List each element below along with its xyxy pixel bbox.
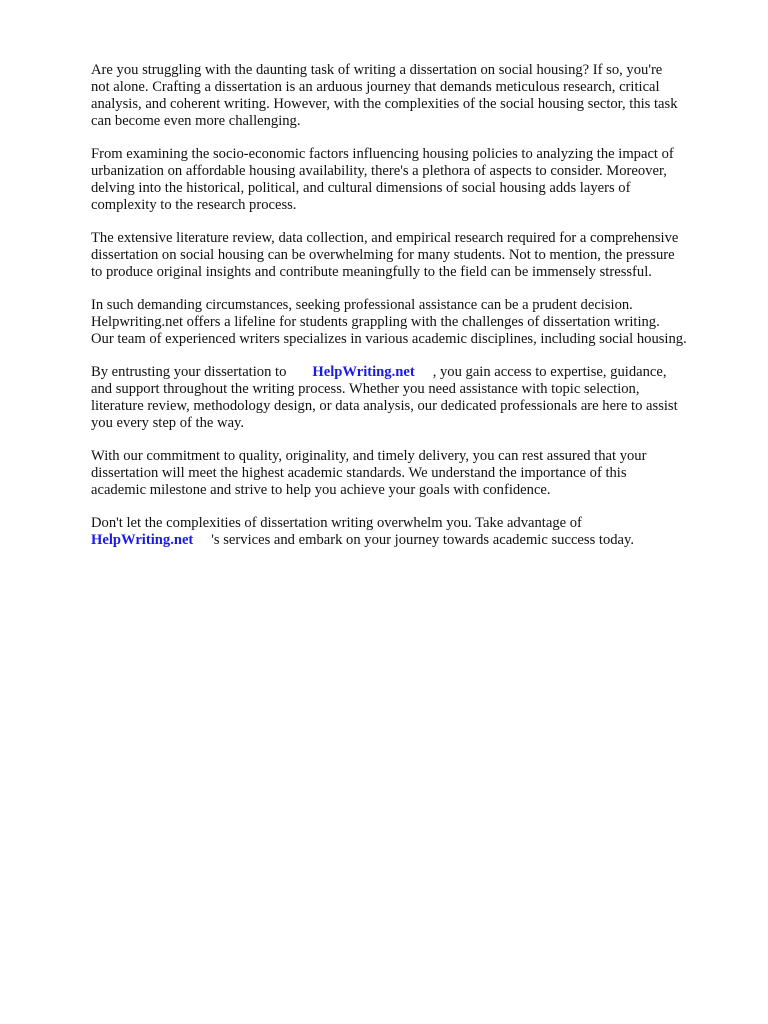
text-line: Our team of experienced writers specializes in various academic disciplines, including social housing.: [91, 331, 687, 347]
text-line: delving into the historical, political, and cultural dimensions of social housing adds layers of: [91, 180, 631, 196]
helpwriting-link[interactable]: HelpWriting.net: [91, 532, 194, 548]
paragraph-7: [91, 515, 731, 549]
paragraph-5: [91, 364, 731, 432]
text-line: Are you struggling with the daunting task of writing a dissertation on social housing? If so, you're: [91, 62, 663, 78]
text-line: From examining the socio-economic factors influencing housing policies to analyzing the impact of: [91, 146, 674, 162]
text-line: analysis, and coherent writing. However, with the complexities of the social housing sector, this task: [91, 96, 678, 112]
text-line: dissertation will meet the highest academic standards. We understand the importance of this: [91, 465, 627, 481]
text-line: and support throughout the writing process. Whether you need assistance with topic selection,: [91, 381, 640, 397]
paragraph-2: [91, 146, 731, 214]
document-body: [91, 62, 731, 565]
text-fragment: By entrusting your dissertation to: [91, 364, 287, 380]
text-fragment: 's services and embark on your journey towards academic success today.: [211, 532, 635, 548]
text-line: With our commitment to quality, originality, and timely delivery, you can rest assured that your: [91, 448, 647, 464]
text-line: Don't let the complexities of dissertation writing overwhelm you. Take advantage of: [91, 515, 582, 531]
helpwriting-link[interactable]: HelpWriting.net: [312, 364, 415, 380]
paragraph-1: [91, 62, 731, 130]
text-line: dissertation on social housing can be overwhelming for many students. Not to mention, the pressure: [91, 247, 675, 263]
paragraph-4: [91, 297, 731, 348]
paragraph-3: [91, 230, 731, 281]
text-line: academic milestone and strive to help you achieve your goals with confidence.: [91, 482, 551, 498]
text-line: literature review, methodology design, or data analysis, our dedicated professionals are here to assist: [91, 398, 678, 414]
text-line: complexity to the research process.: [91, 197, 297, 213]
text-line: In such demanding circumstances, seeking professional assistance can be a prudent decision.: [91, 297, 633, 313]
paragraph-6: [91, 448, 731, 499]
text-fragment: , you gain access to expertise, guidance,: [432, 364, 667, 380]
text-line: urbanization on affordable housing availability, there's a plethora of aspects to consider. Moreover,: [91, 163, 667, 179]
text-line-with-link: [91, 532, 731, 549]
text-line: you every step of the way.: [91, 415, 245, 431]
text-line: to produce original insights and contribute meaningfully to the field can be immensely stressful.: [91, 264, 652, 280]
text-line: The extensive literature review, data collection, and empirical research required for a comprehensive: [91, 230, 679, 246]
text-line: can become even more challenging.: [91, 113, 301, 129]
text-line: not alone. Crafting a dissertation is an arduous journey that demands meticulous research, critical: [91, 79, 660, 95]
text-line-with-link: [91, 364, 731, 381]
text-line: Helpwriting.net offers a lifeline for students grappling with the challenges of dissertation writing.: [91, 314, 660, 330]
